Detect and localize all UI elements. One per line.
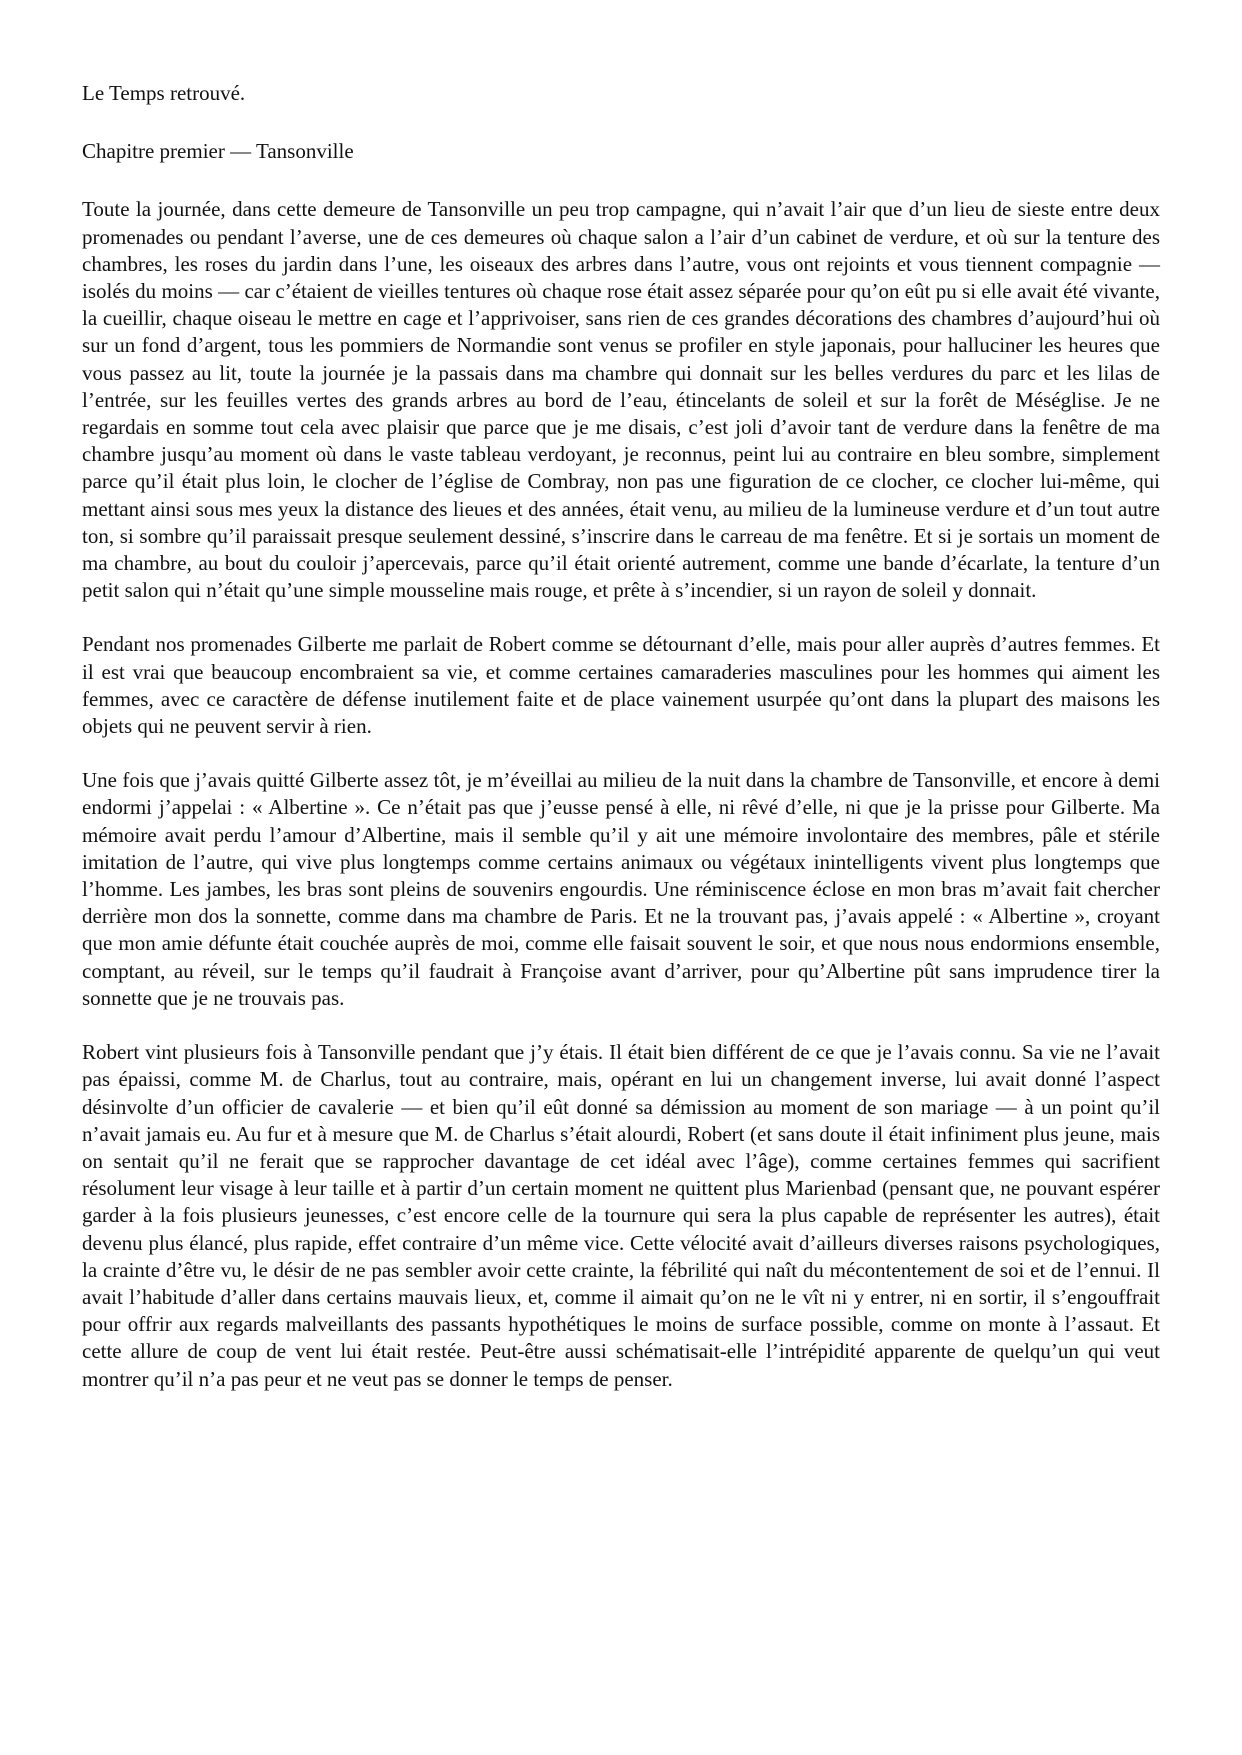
paragraph: Pendant nos promenades Gilberte me parlait de Robert comme se détournant d’elle, mais pour aller auprès d’autres femmes. Et il est vrai que beaucoup encombraient sa vie, et comme certaines camaraderies masculines pour les hommes qui aiment les femmes, avec ce caractère de défense inutilement faite et de place vainement usurpée qu’ont dans la plupart des maisons les objets qui ne peuvent servir à rien. (82, 632, 1160, 739)
chapter-heading: Chapitre premier — Tansonville (82, 139, 354, 164)
paragraph: Robert vint plusieurs fois à Tansonville pendant que j’y étais. Il était bien différent de ce que je l’avais connu. Sa vie ne l’avait pas épaissi, comme M. de Charlus, tout au contraire, mais, opérant en lui un changement inverse, lui avait donné l’aspect désinvolte d’un officier de cavalerie — et bien qu’il eût donné sa démission au moment de son mariage — à un point qu’il n’avait jamais eu. Au fur et à mesure que M. de Charlus s’était alourdi, Robert (et sans doute il était infiniment plus jeune, mais on sentait qu’il ne ferait que se rapprocher davantage de cet idéal avec l’âge), comme certaines femmes qui sacrifient résolument leur visage à leur taille et à partir d’un certain moment ne quittent plus Marienbad (pensant que, ne pouvant espérer garder à la fois plusieurs jeunesses, c’est encore celle de la tournure qui sera la plus capable de représenter les autres), était devenu plus élancé, plus rapide, effet contraire d’un même vice. Cette vélocité avait d’ailleurs diverses raisons psychologiques, la crainte d’être vu, le désir de ne pas sembler avoir cette crainte, la fébrilité qui naît du mécontentement de soi et de l’ennui. Il avait l’habitude d’aller dans certains mauvais lieux, et, comme il aimait qu’on ne le vît ni y entrer, ni en sortir, il s’engouffrait pour offrir aux regards malveillants des passants hypothétiques le moins de surface possible, comme on monte à l’assaut. Et cette allure de coup de vent lui était restée. Peut-être aussi schématisait-elle l’intrépidité apparente de quelqu’un qui veut montrer qu’il n’a pas peur et ne veut pas se donner le temps de penser. (82, 1040, 1160, 1391)
book-title: Le Temps retrouvé. (82, 81, 246, 105)
paragraph: Toute la journée, dans cette demeure de Tansonville un peu trop campagne, qui n’avait l’air que d’un lieu de sieste entre deux promenades ou pendant l’averse, une de ces demeures où chaque salon a l’air d’un cabinet de verdure, et où sur la tenture des chambres, les roses du jardin dans l’une, les oiseaux des arbres dans l’autre, vous ont rejoints et vous tiennent compagnie — isolés du moins — car c’étaient de vieilles tentures où chaque rose était assez séparée pour qu’on eût pu si elle avait été vivante, la cueillir, chaque oiseau le mettre en cage et l’apprivoiser, sans rien de ces grandes décorations des chambres d’aujourd’hui où sur un fond d’argent, tous les pommiers de Normandie sont venus se profiler en style japonais, pour halluciner les heures que vous passez au lit, toute la journée je la passais dans ma chambre qui donnait sur les belles verdures du parc et les lilas de l’entrée, sur les feuilles vertes des grands arbres au bord de l’eau, étincelants de soleil et sur la forêt de Méséglise. Je ne regardais en somme tout cela avec plaisir que parce que je me disais, c’est joli d’avoir tant de verdure dans la fenêtre de ma chambre jusqu’au moment où dans le vaste tableau verdoyant, je reconnus, peint lui au contraire en bleu sombre, simplement parce qu’il était plus loin, le clocher de l’église de Combray, non pas une figuration de ce clocher, ce clocher lui-même, qui mettant ainsi sous mes yeux la distance des lieues et des années, était venu, au milieu de la lumineuse verdure et d’un tout autre ton, si sombre qu’il paraissait presque seulement dessiné, s’inscrire dans le carreau de ma fenêtre. Et si je sortais un moment de ma chambre, au bout du couloir j’apercevais, parce qu’il était orienté autrement, comme une bande d’écarlate, la tenture d’un petit salon qui n’était qu’une simple mousseline mais rouge, et prête à s’incendier, si un rayon de soleil y donnait. (82, 197, 1160, 603)
document-page (82, 80, 1160, 1420)
paragraph: Une fois que j’avais quitté Gilberte assez tôt, je m’éveillai au milieu de la nuit dans la chambre de Tansonville, et encore à demi endormi j’appelai : « Albertine ». Ce n’était pas que j’eusse pensé à elle, ni rêvé d’elle, ni que je la prisse pour Gilberte. Ma mémoire avait perdu l’amour d’Albertine, mais il semble qu’il y ait une mémoire involontaire des membres, pâle et stérile imitation de l’autre, qui vive plus longtemps comme certains animaux ou végétaux inintelligents vivent plus longtemps que l’homme. Les jambes, les bras sont pleins de souvenirs engourdis. Une réminiscence éclose en mon bras m’avait fait chercher derrière mon dos la sonnette, comme dans ma chambre de Paris. Et ne la trouvant pas, j’avais appelé : « Albertine », croyant que mon amie défunte était couchée auprès de moi, comme elle faisait souvent le soir, et que nous nous endormions ensemble, comptant, au réveil, sur le temps qu’il faudrait à Françoise avant d’arriver, pour qu’Albertine pût sans imprudence tirer la sonnette que je ne trouvais pas. (82, 768, 1160, 1010)
